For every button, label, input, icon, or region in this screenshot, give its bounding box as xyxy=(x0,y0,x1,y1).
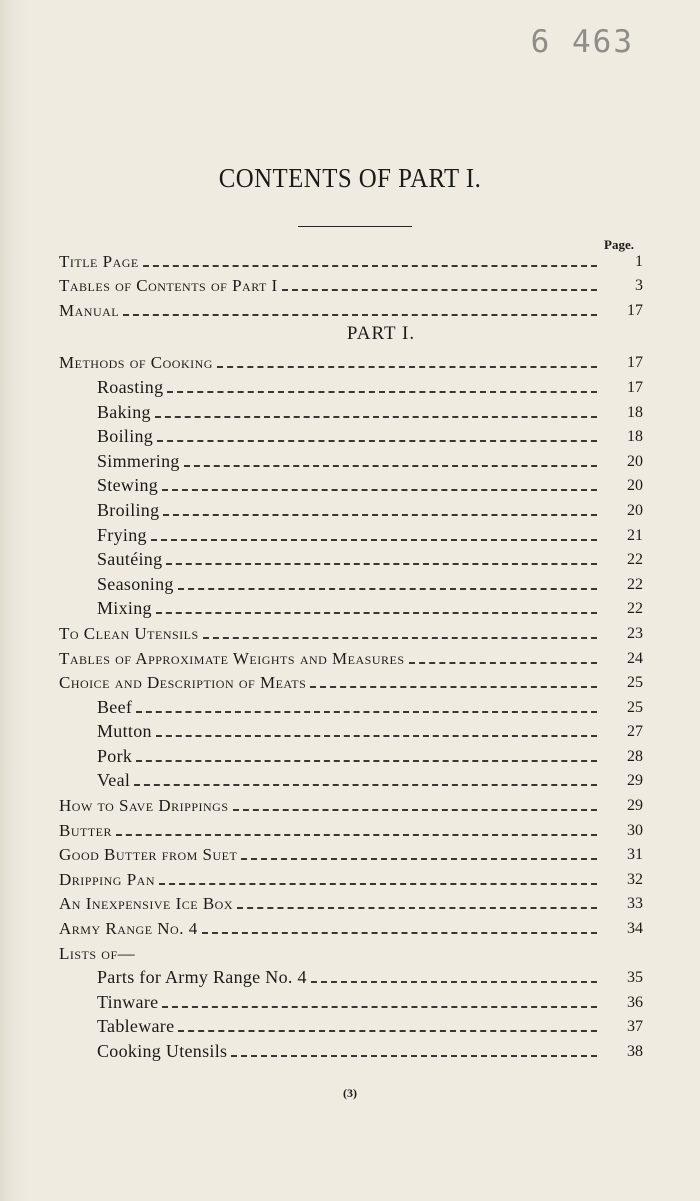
dot-leader xyxy=(143,265,597,267)
toc-entry-page: 38 xyxy=(627,1043,643,1060)
dot-leader xyxy=(167,391,597,393)
dot-leader xyxy=(159,883,597,885)
toc-entry-page: 27 xyxy=(627,723,643,741)
dot-leader xyxy=(162,1006,597,1008)
toc-entry-page: 32 xyxy=(627,870,643,888)
dot-leader xyxy=(151,539,597,541)
toc-entry-page: 37 xyxy=(627,1018,643,1036)
toc-entry xyxy=(59,618,643,643)
title-rule xyxy=(298,226,412,227)
toc-entry-label: To Clean Utensils xyxy=(59,623,199,643)
toc-entry-label: Butter xyxy=(59,820,112,840)
page-number: (3) xyxy=(343,1086,357,1100)
toc-entry-page: 22 xyxy=(627,600,643,618)
dot-leader xyxy=(136,711,597,713)
toc-entry-label: Cooking Utensils xyxy=(97,1041,228,1061)
dot-leader xyxy=(155,416,597,418)
toc-entry-label: Title Page xyxy=(59,251,139,271)
toc-entry xyxy=(59,1036,643,1061)
toc-entry-label: Stewing xyxy=(97,475,159,496)
toc-entry-page: 29 xyxy=(627,772,643,790)
toc-entry xyxy=(59,520,643,545)
toc-entry xyxy=(59,471,643,496)
toc-entry-label: Broiling xyxy=(97,499,160,520)
dot-leader xyxy=(241,858,597,860)
toc-entry-page: 18 xyxy=(627,403,643,421)
dot-leader xyxy=(178,1030,597,1032)
toc-entry-label: Beef xyxy=(97,696,133,717)
toc-entry-label: Tables of Contents of Part I xyxy=(59,276,278,296)
toc-entry-label: Manual xyxy=(59,300,120,320)
toc-entry-label: Tables of Approximate Weights and Measures xyxy=(59,648,405,668)
toc-entry-label: Simmering xyxy=(97,450,180,471)
toc-entry xyxy=(59,815,643,840)
toc-entry xyxy=(59,271,643,296)
toc-entry-page: 21 xyxy=(627,526,643,544)
dot-leader xyxy=(184,465,597,467)
toc-entry-label: Roasting xyxy=(97,376,164,397)
toc-entry-page: 34 xyxy=(627,920,643,938)
dot-leader xyxy=(310,686,597,688)
toc-entry-label: Methods of Cooking xyxy=(59,353,213,373)
toc-entry xyxy=(59,372,643,397)
toc-entry-label: Boiling xyxy=(97,426,154,447)
toc-entry-page: 20 xyxy=(627,501,643,519)
toc-entry-label: Dripping Pan xyxy=(59,869,155,889)
dot-leader xyxy=(231,1055,597,1057)
toc-entry-page: 3 xyxy=(635,277,643,295)
dot-leader xyxy=(163,514,597,516)
toc-entry xyxy=(59,840,643,865)
dot-leader xyxy=(203,637,597,639)
toc-entry-label: Lists of— xyxy=(59,943,136,963)
toc-entry xyxy=(59,446,643,471)
dot-leader xyxy=(237,907,597,909)
toc-entry xyxy=(59,594,643,619)
dot-leader xyxy=(409,662,597,664)
toc-entry-page: 18 xyxy=(627,428,643,446)
toc-entry xyxy=(59,692,643,717)
toc-entry xyxy=(59,864,643,889)
dot-leader xyxy=(156,612,597,614)
toc-entry-label: Mixing xyxy=(97,598,152,619)
toc-entry-label: Mutton xyxy=(97,721,152,742)
catalog-stamp: 6 463 xyxy=(530,24,634,60)
toc-entry-page: 28 xyxy=(627,747,643,765)
toc-entry-page: 36 xyxy=(627,993,643,1011)
toc-entry-page: 17 xyxy=(627,301,643,319)
toc-entry-label: How to Save Drippings xyxy=(59,796,229,816)
toc-entry xyxy=(59,766,643,791)
toc-entry-label: Parts for Army Range No. 4 xyxy=(97,967,307,988)
toc-entry xyxy=(59,397,643,422)
toc-entry-page: 29 xyxy=(627,797,643,815)
toc-entry-page: 24 xyxy=(627,649,643,667)
dot-leader xyxy=(162,489,597,491)
toc-entry-page: 22 xyxy=(627,575,643,593)
dot-leader xyxy=(282,289,597,291)
toc-entry xyxy=(59,643,643,668)
toc-entry xyxy=(59,348,643,373)
front-matter-list xyxy=(59,246,643,320)
toc-entry xyxy=(59,246,643,271)
toc-entry-page: 25 xyxy=(627,698,643,716)
dot-leader xyxy=(202,932,597,934)
dot-leader xyxy=(178,588,597,590)
toc-entry xyxy=(59,987,643,1012)
toc-entry xyxy=(59,545,643,570)
toc-entry-page: 1 xyxy=(635,252,643,270)
toc-entry xyxy=(59,963,643,988)
toc-entry-label: An Inexpensive Ice Box xyxy=(59,894,234,914)
page-title: CONTENTS OF PART I. xyxy=(218,163,482,193)
dot-leader xyxy=(311,981,597,983)
page-column-label: Page. xyxy=(604,237,634,252)
dot-leader xyxy=(136,760,597,762)
toc-entry-page: 17 xyxy=(627,354,643,372)
toc-entry xyxy=(59,668,643,693)
toc-entry-label: Pork xyxy=(97,745,133,766)
toc-entry xyxy=(59,741,643,766)
dot-leader xyxy=(157,440,597,442)
toc-entry-page: 30 xyxy=(627,821,643,839)
table-of-contents xyxy=(59,246,643,1061)
toc-entry-label: Baking xyxy=(97,401,151,422)
toc-entry xyxy=(59,938,643,963)
toc-entry-label: Tinware xyxy=(97,991,159,1012)
toc-entry-label: Good Butter from Suet xyxy=(59,845,238,865)
toc-entry-page: 22 xyxy=(627,551,643,569)
dot-leader xyxy=(134,784,597,786)
toc-entry-label: Veal xyxy=(97,770,131,791)
dot-leader xyxy=(233,809,598,811)
toc-entry xyxy=(59,889,643,914)
toc-entry-label: Sautéing xyxy=(97,549,163,570)
dot-leader xyxy=(123,314,597,316)
toc-entry-page: 35 xyxy=(627,969,643,987)
dot-leader xyxy=(166,563,597,565)
toc-entry-page: 20 xyxy=(627,452,643,470)
dot-leader xyxy=(156,735,597,737)
toc-entry xyxy=(59,790,643,815)
toc-entry-page: 33 xyxy=(627,895,643,913)
toc-entry-page: 25 xyxy=(627,674,643,692)
toc-entry xyxy=(59,495,643,520)
contents-list xyxy=(59,348,643,1061)
toc-entry xyxy=(59,422,643,447)
toc-entry-page: 17 xyxy=(627,378,643,396)
toc-entry-label: Frying xyxy=(97,524,147,545)
dot-leader xyxy=(217,366,597,368)
dot-leader xyxy=(116,834,597,836)
part-heading: PART I. xyxy=(346,322,416,344)
toc-entry xyxy=(59,913,643,938)
toc-entry xyxy=(59,717,643,742)
toc-entry-page: 31 xyxy=(627,846,643,864)
toc-entry xyxy=(59,295,643,320)
toc-entry-label: Seasoning xyxy=(97,573,174,594)
toc-entry-page: 23 xyxy=(627,624,643,642)
toc-entry xyxy=(59,1012,643,1037)
toc-entry-label: Choice and Description of Meats xyxy=(59,673,307,693)
toc-entry-label: Tableware xyxy=(97,1016,175,1037)
toc-entry-page: 20 xyxy=(627,477,643,495)
toc-entry xyxy=(59,569,643,594)
toc-entry-label: Army Range No. 4 xyxy=(59,919,198,939)
